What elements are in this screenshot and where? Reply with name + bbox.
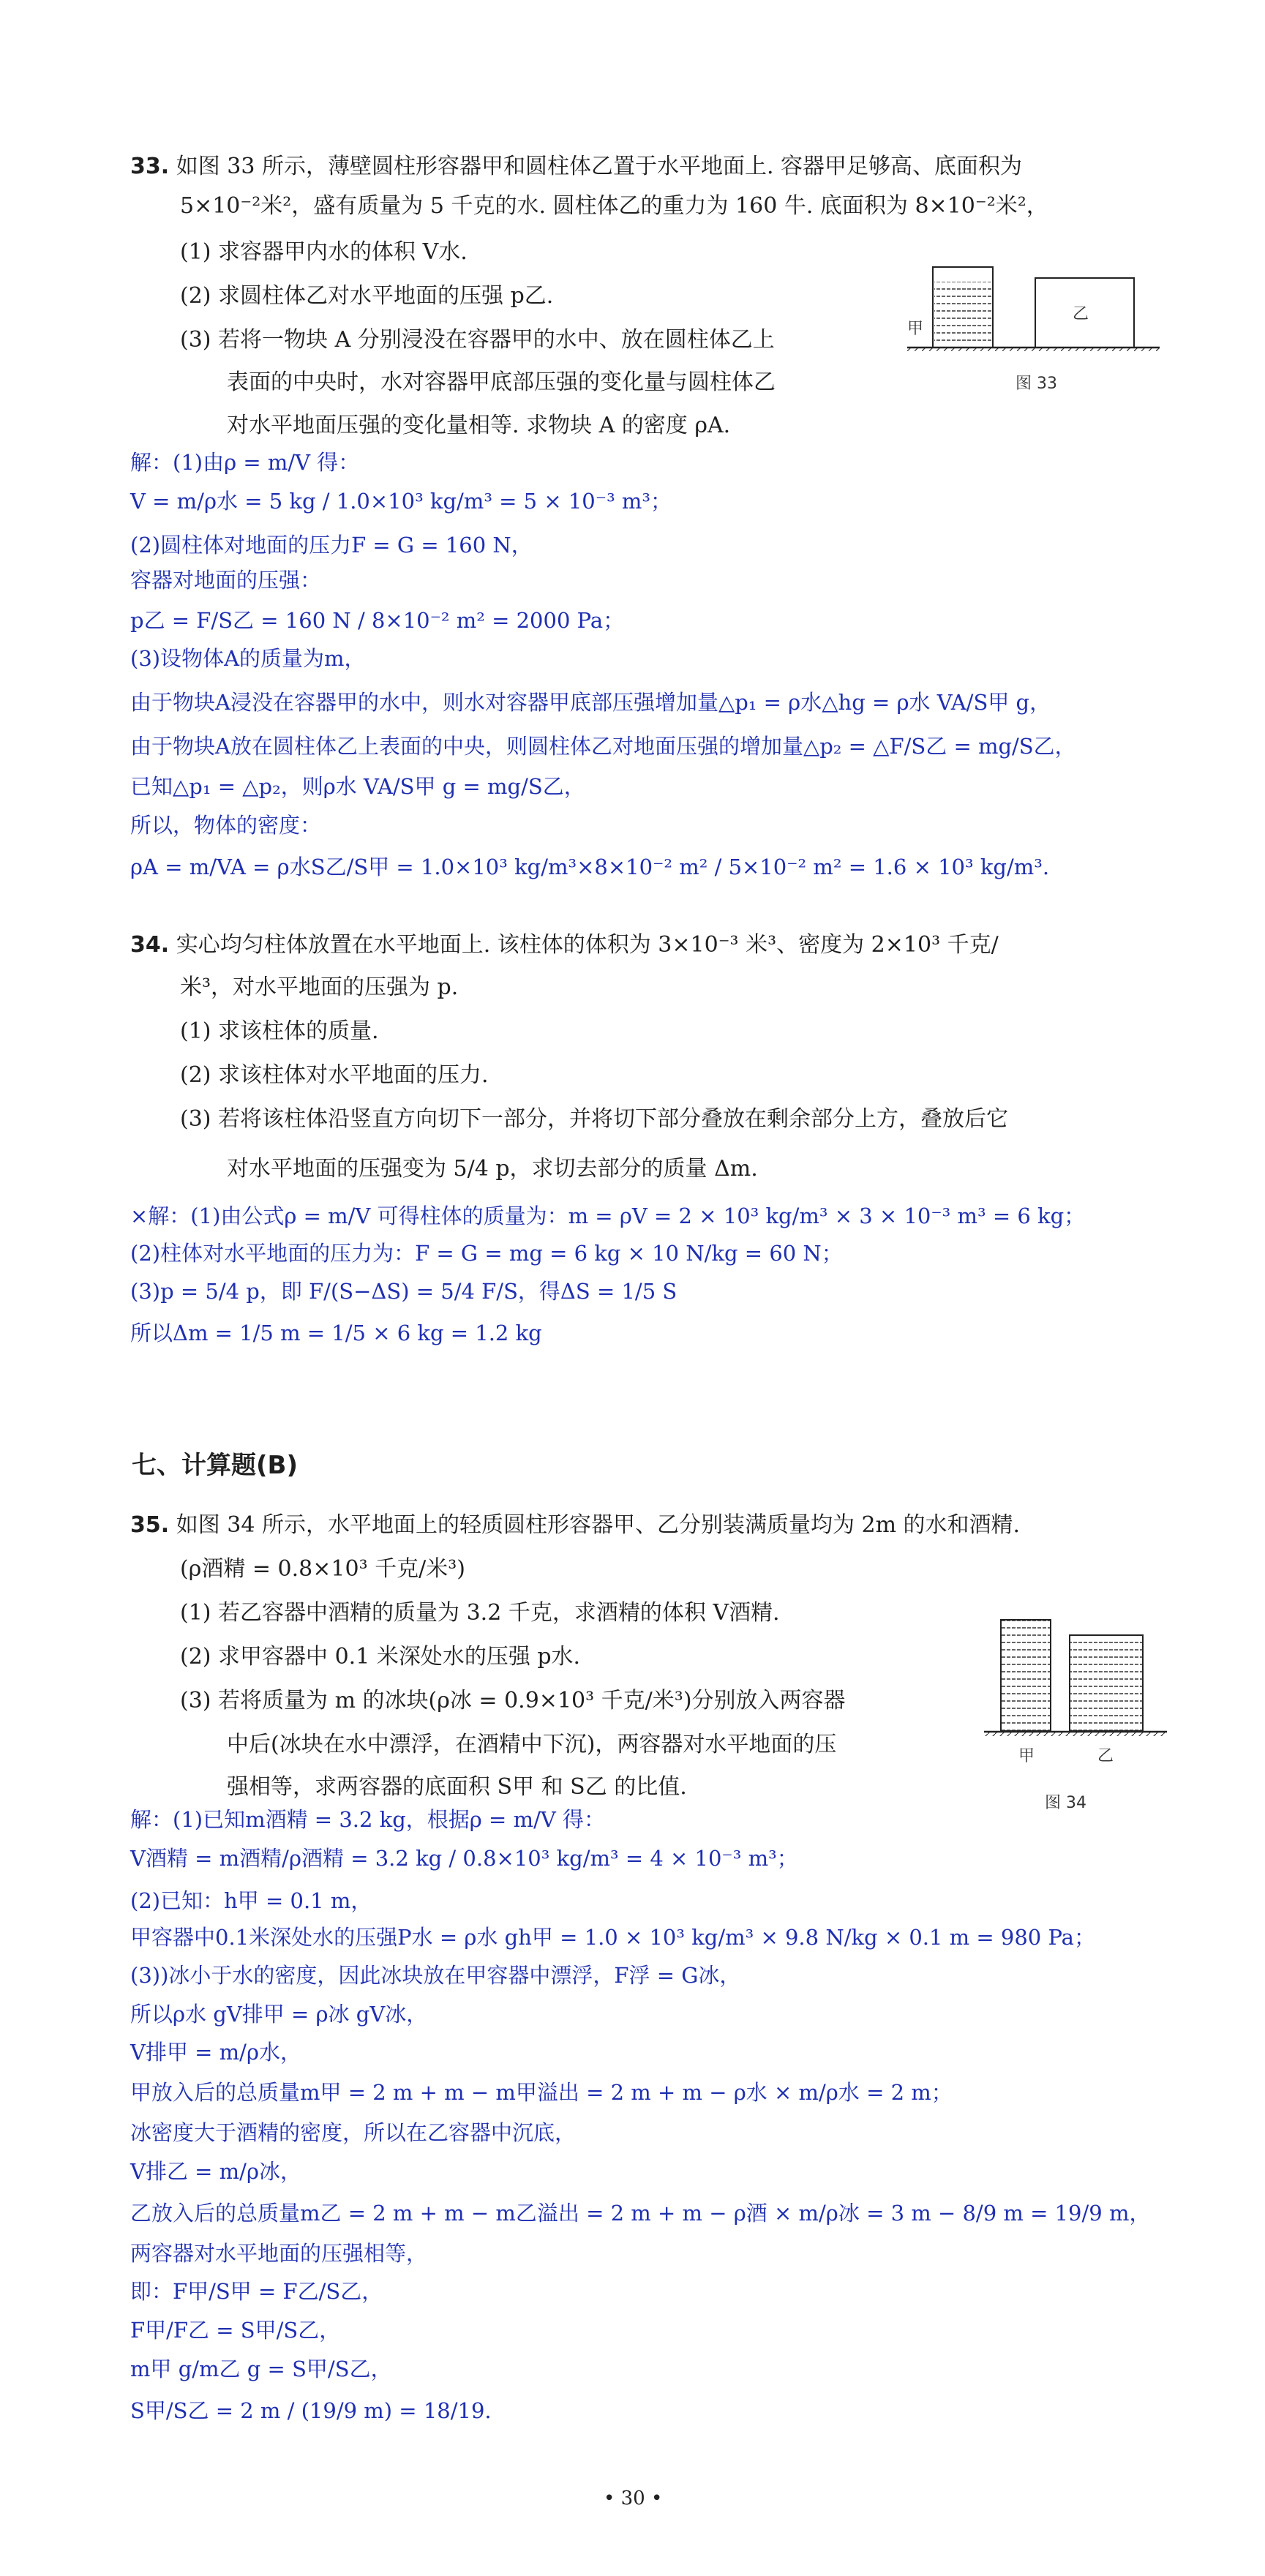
container-yi-alcohol [1070, 1635, 1143, 1731]
q35-stem-text1: 如图 34 所示，水平地面上的轻质圆柱形容器甲、乙分别装满质量均为 2m 的水和酒精. [176, 1512, 1021, 1538]
q33-solution-line: 容器对地面的压强： [130, 568, 322, 593]
q33-stem-line1 [130, 152, 1022, 181]
q33-sub1: (1) 求容器甲内水的体积 V水. [180, 239, 468, 265]
q33-solution-line: p乙 = F/S乙 = 160 N / 8×10⁻² m² = 2000 Pa； [130, 608, 625, 633]
q35-solution-line: F甲/F乙 = S甲/S乙， [130, 2318, 341, 2343]
figure-34-label-jia: 甲 [1018, 1747, 1035, 1765]
figure-34-caption: 图 34 [1045, 1794, 1086, 1812]
q33-sub3-line2: 表面的中央时，水对容器甲底部压强的变化量与圆柱体乙 [227, 369, 776, 395]
q34-solution-line: 所以Δm = 1/5 m = 1/5 × 6 kg = 1.2 kg [130, 1321, 542, 1345]
q35-number: 35. [130, 1512, 170, 1538]
figure-34-label-yi: 乙 [1097, 1747, 1114, 1765]
q34-solution-line: (2)柱体对水平地面的压力为：F = G = mg = 6 kg × 10 N/kg = 60 N； [130, 1241, 843, 1266]
q33-solution-line: ρA = m/VA = ρ水S乙/S甲 = 1.0×10³ kg/m³×8×10⁻² m² / 5×10⁻² m² = 1.6 × 10³ kg/m³. [130, 855, 1050, 879]
q35-solution-line: S甲/S乙 = 2 m / (19/9 m) = 18/19. [130, 2398, 492, 2423]
q35-solution-line: 即：F甲/S甲 = F乙/S乙， [130, 2279, 383, 2304]
q34-sub1: (1) 求该柱体的质量. [180, 1018, 379, 1044]
q35-solution-line: V排甲 = m/ρ水， [130, 2040, 301, 2065]
q34-solution-line: (3)p = 5/4 p，即 F/(S−ΔS) = 5/4 F/S，得ΔS = 1/5 S [130, 1279, 677, 1304]
q35-sub3-line1: (3) 若将质量为 m 的冰块(ρ冰 = 0.9×10³ 千克/米³)分别放入两容器 [180, 1688, 846, 1713]
q35-solution-line: (2)已知：h甲 = 0.1 m， [130, 1888, 372, 1913]
q35-solution-line: 冰密度大于酒精的密度，所以在乙容器中沉底， [130, 2120, 577, 2145]
q33-sub2: (2) 求圆柱体乙对水平地面的压强 p乙. [180, 283, 554, 309]
q34-sub3-line2: 对水平地面的压强变为 5/4 p，求切去部分的质量 Δm. [227, 1156, 758, 1182]
water [934, 282, 991, 346]
q34-solution-line: ×解：(1)由公式ρ = m/V 可得柱体的质量为：m = ρV = 2 × 10³ kg/m³ × 3 × 10⁻³ m³ = 6 kg； [130, 1203, 1086, 1228]
q33-sub3-line3: 对水平地面压强的变化量相等. 求物块 A 的密度 ρA. [227, 413, 731, 438]
q33-solution-line: 解：(1)由ρ = m/V 得： [130, 450, 360, 475]
q35-stem-line1 [130, 1511, 1020, 1540]
q35-solution-line: 甲放入后的总质量m甲 = 2 m + m − m甲溢出 = 2 m + m − ρ水 × m/ρ水 = 2 m； [130, 2080, 953, 2105]
q33-stem-text1: 如图 33 所示，薄壁圆柱形容器甲和圆柱体乙置于水平地面上. 容器甲足够高、底面积为 [176, 154, 1023, 179]
figure-34 [980, 1610, 1171, 1741]
figure-33-label-yi: 乙 [1073, 305, 1089, 323]
q33-solution-line: (3)设物体A的质量为m， [130, 646, 366, 671]
page-number: • 30 • [604, 2487, 663, 2509]
q34-number: 34. [130, 932, 170, 958]
ground-hatch [907, 348, 1160, 351]
q34-stem-line2: 米³，对水平地面的压强为 p. [180, 975, 459, 1000]
q33-solution-line: 由于物块A放在圆柱体乙上表面的中央，则圆柱体乙对地面压强的增加量△p₂ = △F/S乙 = mg/S乙， [130, 734, 1076, 759]
q35-solution-line: 所以ρ水 gV排甲 = ρ冰 gV冰， [130, 2002, 428, 2027]
q34-sub2: (2) 求该柱体对水平地面的压力. [180, 1062, 489, 1088]
figure-33-caption: 图 33 [1016, 375, 1057, 393]
q35-sub2: (2) 求甲容器中 0.1 米深处水的压强 p水. [180, 1644, 581, 1670]
q33-solution-line: 所以，物体的密度： [130, 813, 322, 838]
q33-solution-line: (2)圆柱体对地面的压力F = G = 160 N， [130, 533, 533, 557]
q35-solution-line: 两容器对水平地面的压强相等， [130, 2241, 428, 2266]
q35-sub3-line2: 中后(冰块在水中漂浮，在酒精中下沉)，两容器对水平地面的压 [227, 1732, 837, 1757]
q35-solution-line: V排乙 = m/ρ冰， [130, 2159, 301, 2184]
container-jia-water [1001, 1620, 1051, 1731]
q34-stem-text1: 实心均匀柱体放置在水平地面上. 该柱体的体积为 3×10⁻³ 米³、密度为 2×10³ 千克/ [176, 932, 999, 958]
q35-solution-line: 乙放入后的总质量m乙 = 2 m + m − m乙溢出 = 2 m + m − ρ酒 × m/ρ冰 = 3 m − 8/9 m = 19/9 m， [130, 2201, 1151, 2226]
figure-33-label-jia: 甲 [907, 320, 924, 338]
figure-33 [900, 249, 1163, 351]
ground-hatch [984, 1732, 1167, 1736]
q35-sub3-line3: 强相等，求两容器的底面积 S甲 和 S乙 的比值. [227, 1774, 687, 1800]
q35-solution-line: 解：(1)已知m酒精 = 3.2 kg，根据ρ = m/V 得： [130, 1807, 606, 1832]
q33-solution-line: 由于物块A浸没在容器甲的水中，则水对容器甲底部压强增加量△p₁ = ρ水△hg = ρ水 VA/S甲 g， [130, 690, 1051, 715]
q35-solution-line: m甲 g/m乙 g = S甲/S乙， [130, 2357, 392, 2381]
q35-solution-line: 甲容器中0.1米深处水的压强P水 = ρ水 gh甲 = 1.0 × 10³ kg/m³ × 9.8 N/kg × 0.1 m = 980 Pa； [130, 1925, 1095, 1950]
q33-sub3-line1: (3) 若将一物块 A 分别浸没在容器甲的水中、放在圆柱体乙上 [180, 327, 775, 353]
q33-stem-line2: 5×10⁻²米²，盛有质量为 5 千克的水. 圆柱体乙的重力为 160 牛. 底面积为 8×10⁻²米²， [180, 193, 1048, 219]
q35-sub1: (1) 若乙容器中酒精的质量为 3.2 千克，求酒精的体积 V酒精. [180, 1600, 780, 1626]
q33-solution-line: V = m/ρ水 = 5 kg / 1.0×10³ kg/m³ = 5 × 10⁻³ m³； [130, 489, 672, 514]
q33-solution-line: 已知△p₁ = △p₂，则ρ水 VA/S甲 g = mg/S乙， [130, 774, 585, 799]
q33-number: 33. [130, 154, 170, 179]
q34-sub3-line1: (3) 若将该柱体沿竖直方向切下一部分，并将切下部分叠放在剩余部分上方，叠放后它 [180, 1106, 1009, 1132]
section-heading: 七、计算题(B) [132, 1451, 298, 1480]
q35-solution-line: V酒精 = m酒精/ρ酒精 = 3.2 kg / 0.8×10³ kg/m³ = 4 × 10⁻³ m³； [130, 1846, 798, 1871]
q34-stem-line1 [130, 931, 999, 960]
q35-solution-line: (3))冰小于水的密度，因此冰块放在甲容器中漂浮，F浮 = G冰， [130, 1963, 741, 1988]
q35-stem-line2: (ρ酒精 = 0.8×10³ 千克/米³) [180, 1556, 465, 1582]
